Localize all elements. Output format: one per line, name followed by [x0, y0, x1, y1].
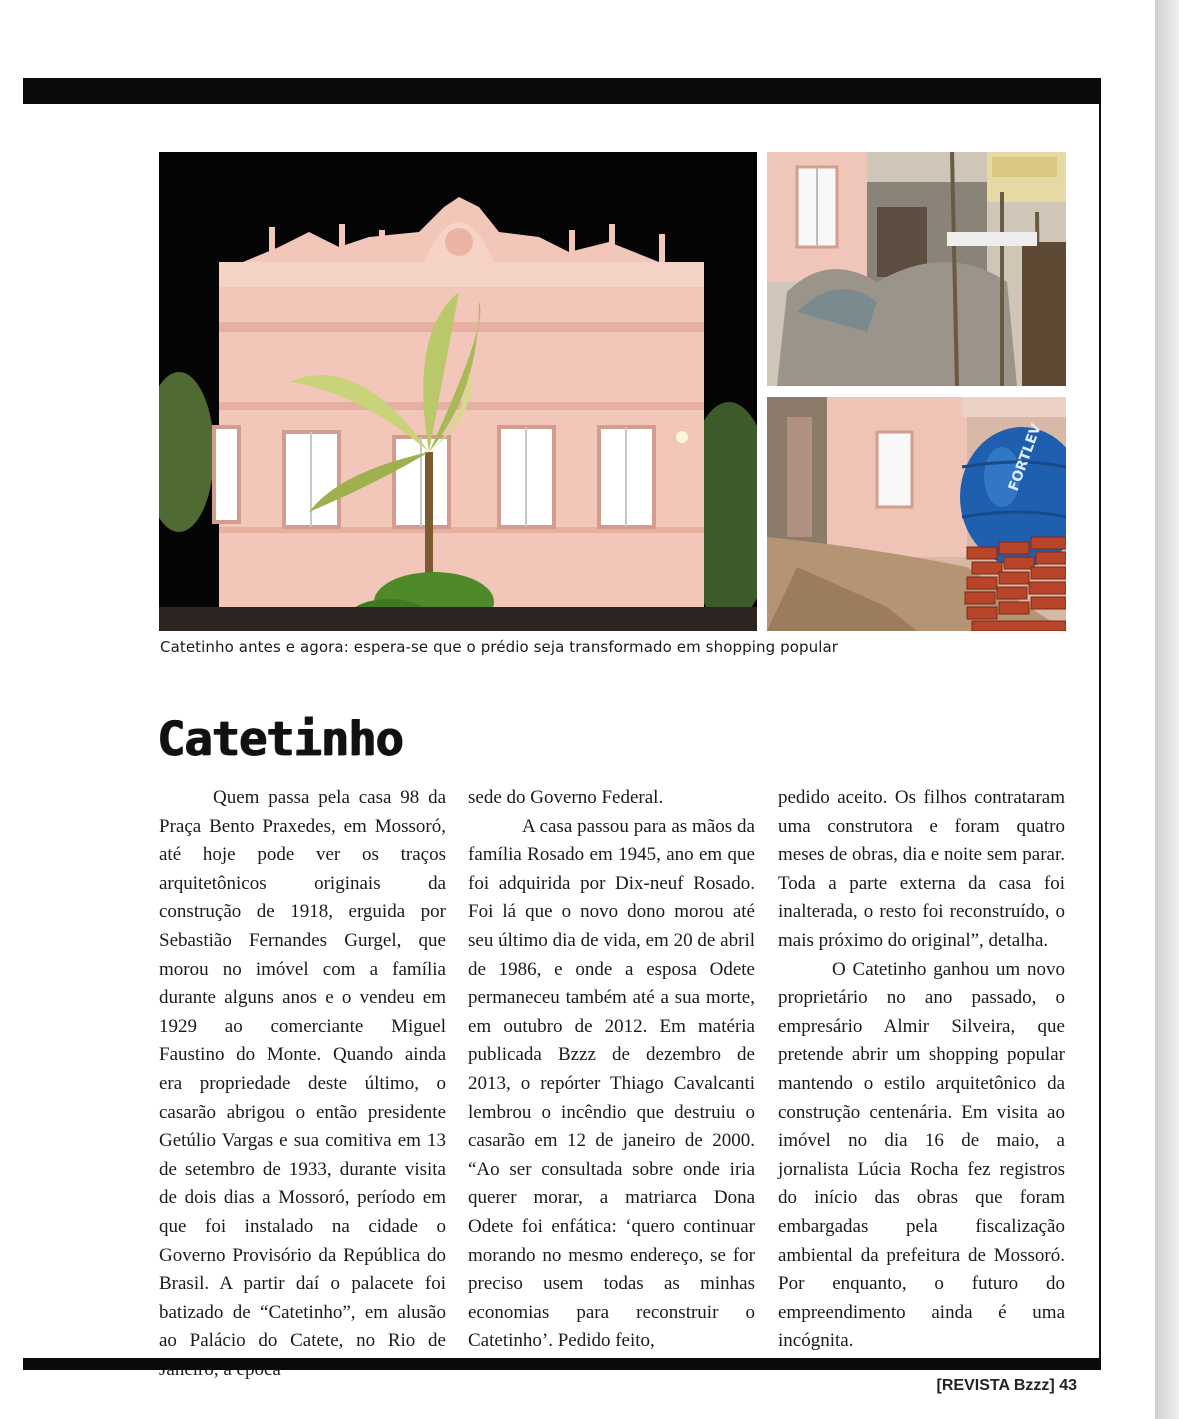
article-column-3 — [778, 784, 1065, 1356]
article-column-1 — [159, 784, 446, 1384]
right-rule-line — [1099, 104, 1101, 1358]
article-headline: Catetinho — [157, 712, 403, 767]
top-rule-bar — [23, 78, 1101, 104]
catetinho-night-photo — [159, 152, 757, 631]
page-edge-shadow — [1155, 0, 1179, 1419]
paragraph: Quem passa pela casa 98 da Praça Bento Praxedes, em Mossoró, até hoje pode ver os traços arquitetônicos originais da construção de 1918, erguida por Sebastião Fernandes Gurgel, que morou no imóvel com a família durante alguns anos e o vendeu em 1929 ao comerciante Miguel Faustino do Monte. Quando ainda era propriedade deste último, o casarão abrigou o então presidente Getúlio Vargas e sua comitiva em 13 de setembro de 1933, durante visita de dois dias a Mossoró, período em que foi instalado na cidade o Governo Provisório da República do Brasil. A partir daí o palacete foi batizado de “Catetinho”, em alusão ao Palácio do Catete, no Rio de — [159, 787, 446, 1352]
article-column-2 — [468, 784, 755, 1356]
paragraph: sede do Governo Federal. — [468, 787, 664, 808]
bottom-rule-bar — [23, 1358, 1101, 1370]
paragraph: pedido aceito. Os filhos contrataram uma construtora e foram quatro meses de obras, dia e noite sem parar. Toda a parte externa da casa foi inalterada, o resto foi reconstruído, o mais próximo do original”, detalha. — [778, 787, 1065, 951]
tank-brand-label: FORTLEV — [1005, 421, 1045, 494]
paragraph: A casa passou para as mãos da família Rosado em 1945, ano em que foi adquirida por Dix-neuf Rosado. Foi lá que o novo dono morou até seu último dia de vida, em 20 de abril de 1986, e onde a esposa Odete permaneceu também até a sua morte, em outubro de 2012. Em matéria publicada Bzzz de dezembro de 2013, o repórter Thiago Cavalcanti lembrou o incêndio que destruiu o casarão em 12 de janeiro de 2000. “Ao ser consultada sobre onde iria querer morar, a matriarca Dona Odete foi enfática: ‘quero continuar morando no mesmo endereço, se for preciso usem todas as minhas economias para reconstruir o Catetinho’. Pedido feito, — [468, 815, 755, 1352]
water-tank-bricks-photo — [767, 397, 1066, 631]
page-folio: [REVISTA Bzzz] 43 — [936, 1377, 1077, 1394]
paragraph: O Catetinho ganhou um novo proprietário no ano passado, o empresário Almir Silveira, que pretende abrir um shopping popular mantendo o estilo arquitetônico da construção centenária. Em visita ao imóvel no dia 16 de maio, a jornalista Lúcia Rocha fez registros do início das obras que foram embargadas pela fiscalização ambiental da prefeitura de Mossoró. Por enquanto, o futuro do empreendimento ainda é uma incógnita. — [778, 958, 1065, 1352]
photo-caption: Catetinho antes e agora: espera-se que o prédio seja transformado em shopping popular — [160, 638, 839, 656]
construction-rubble-photo — [767, 152, 1066, 386]
